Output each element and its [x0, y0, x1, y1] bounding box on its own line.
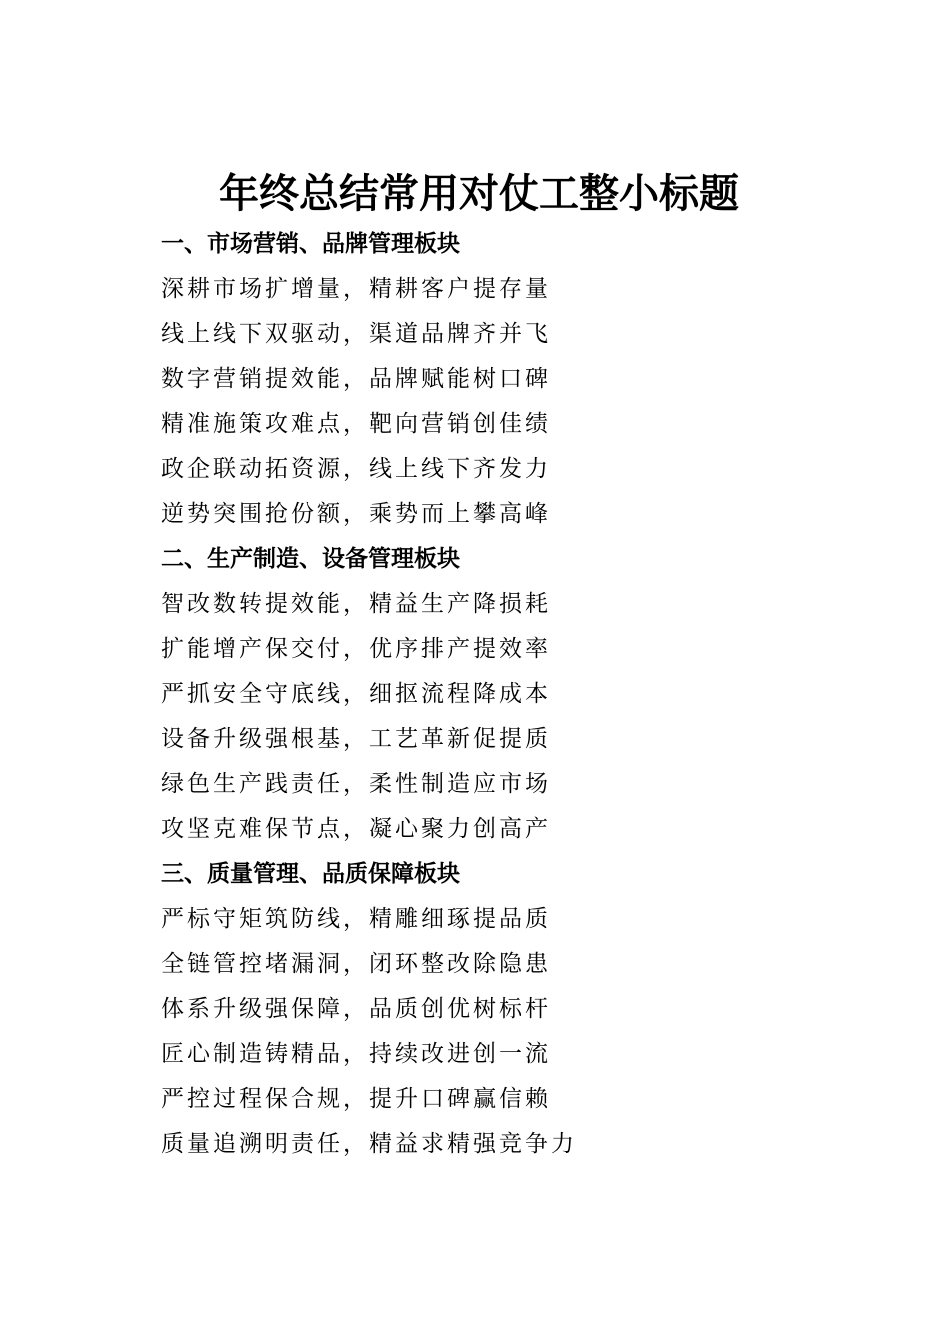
headline-item: 质量追溯明责任，精益求精强竞争力 [161, 1131, 577, 1157]
headline-item: 攻坚克难保节点，凝心聚力创高产 [161, 816, 551, 842]
section-heading: 二、生产制造、设备管理板块 [161, 546, 460, 572]
section-heading: 一、市场营销、品牌管理板块 [161, 231, 460, 257]
headline-item: 深耕市场扩增量，精耕客户提存量 [161, 276, 551, 302]
headline-item: 智改数转提效能，精益生产降损耗 [161, 591, 551, 617]
headline-item: 数字营销提效能，品牌赋能树口碑 [161, 366, 551, 392]
headline-item: 精准施策攻难点，靶向营销创佳绩 [161, 411, 551, 437]
headline-item: 设备升级强根基，工艺革新促提质 [161, 726, 551, 752]
headline-item: 绿色生产践责任，柔性制造应市场 [161, 771, 551, 797]
headline-item: 逆势突围抢份额，乘势而上攀高峰 [161, 501, 551, 527]
headline-item: 匠心制造铸精品，持续改进创一流 [161, 1041, 551, 1067]
document-title: 年终总结常用对仗工整小标题 [219, 171, 739, 217]
headline-item: 体系升级强保障，品质创优树标杆 [161, 996, 551, 1022]
headline-item: 严标守矩筑防线，精雕细琢提品质 [161, 906, 551, 932]
document-body [161, 222, 861, 1167]
headline-item: 扩能增产保交付，优序排产提效率 [161, 636, 551, 662]
section-quality-assurance [161, 852, 861, 1167]
section-production-equipment [161, 537, 861, 852]
section-marketing-brand [161, 222, 861, 537]
headline-item: 严抓安全守底线，细抠流程降成本 [161, 681, 551, 707]
headline-item: 政企联动拓资源，线上线下齐发力 [161, 456, 551, 482]
section-heading: 三、质量管理、品质保障板块 [161, 861, 460, 887]
headline-item: 线上线下双驱动，渠道品牌齐并飞 [161, 321, 551, 347]
headline-item: 严控过程保合规，提升口碑赢信赖 [161, 1086, 551, 1112]
headline-item: 全链管控堵漏洞，闭环整改除隐患 [161, 951, 551, 977]
